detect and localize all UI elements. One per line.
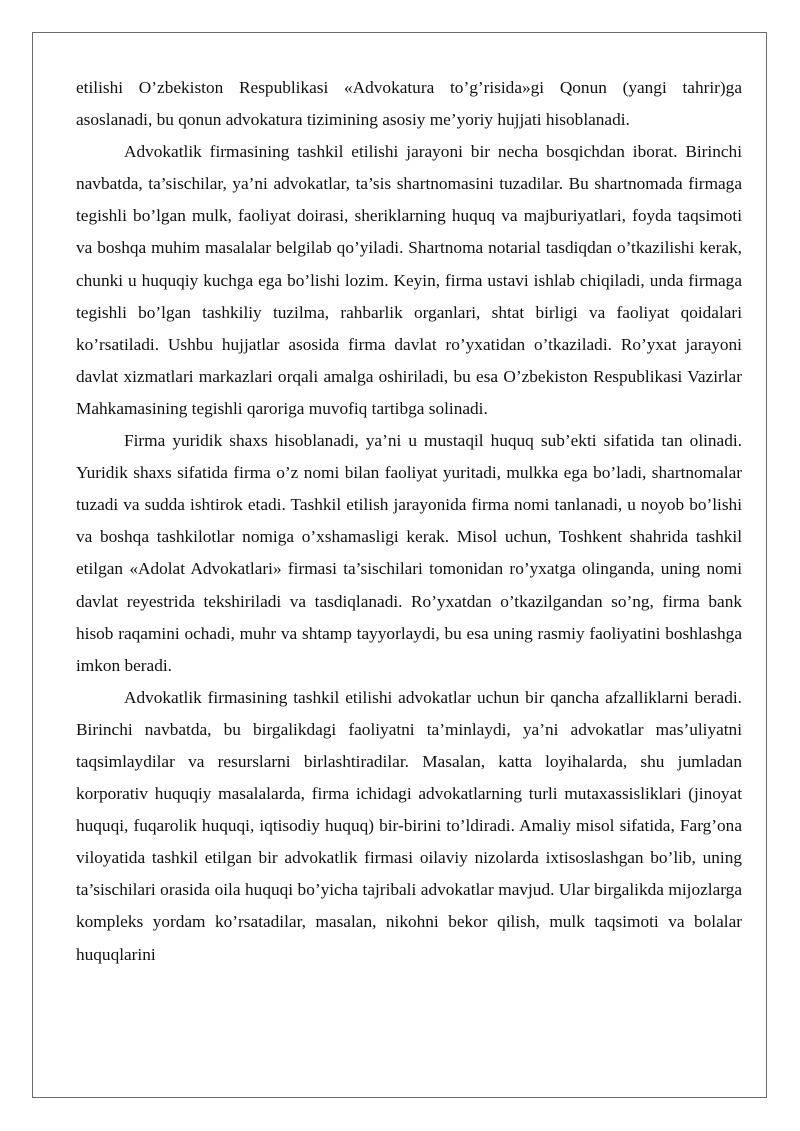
paragraph-establishment-process: Advokatlik firmasining tashkil etilishi jarayoni bir necha bosqichdan iborat. Birinchi navbatda, ta’sischilar, ya’ni advokatlar, ta’sis shartnomasini tuzadilar. Bu shartnomada firmaga tegishli bo’lgan mulk, faoliyat doirasi, sheriklarning huquq va majburiyatlari, foyda taqsimoti va boshqa muhim masalalar belgilab qo’yiladi. Shartnoma notarial tasdiqdan o’tkazilishi kerak, chunki u huquqiy kuchga ega bo’lishi lozim. Keyin, firma ustavi ishlab chiqiladi, unda firmaga tegishli bo’lgan tashkiliy tuzilma, rahbarlik organlari, shtat birligi va faoliyat qoidalari ko’rsatiladi. Ushbu hujjatlar asosida firma davlat ro’yxatidan o’tkaziladi. Ro’yxat jarayoni davlat xizmatlari markazlari orqali amalga oshiriladi, bu esa O’zbekiston Respublikasi Vazirlar Mahkamasining tegishli qaroriga muvofiq tartibga solinadi. [76,142,742,418]
document-body [76,72,742,971]
paragraph-continuation: etilishi O’zbekiston Respublikasi «Advokatura to’g’risida»gi Qonun (yangi tahrir)ga asoslanadi, bu qonun advokatura tizimining asosiy me’yoriy hujjati hisoblanadi. [76,78,742,130]
paragraph-advantages: Advokatlik firmasining tashkil etilishi advokatlar uchun bir qancha afzalliklarni beradi. Birinchi navbatda, bu birgalikdagi faoliyatni ta’minlaydi, ya’ni advokatlar mas’uliyatni taqsimlaydilar va resurslarni birlashtiradilar. Masalan, katta loyihalarda, shu jumladan korporativ huquqiy masalalarda, firma ichidagi advokatlarning turli mutaxassisliklari (jinoyat huquqi, fuqarolik huquqi, iqtisodiy huquq) bir-birini to’ldiradi. Amaliy misol sifatida, Farg’ona viloyatida tashkil etilgan bir advokatlik firmasi oilaviy nizolarda ixtisoslashgan bo’lib, uning ta’sischilari orasida oila huquqi bo’yicha tajribali advokatlar mavjud. Ular birgalikda mijozlarga kompleks yordam ko’rsatadilar, masalan, nikohni bekor qilish, mulk taqsimoti va bolalar huquqlarini [76,687,742,964]
paragraph-legal-entity: Firma yuridik shaxs hisoblanadi, ya’ni u mustaqil huquq sub’ekti sifatida tan olinadi. Yuridik shaxs sifatida firma o’z nomi bilan faoliyat yuritadi, mulkka ega bo’ladi, shartnomalar tuzadi va sudda ishtirok etadi. Tashkil etilish jarayonida firma nomi tanlanadi, u noyob bo’lishi va boshqa tashkilotlar nomiga o’xshamasligi kerak. Misol uchun, Toshkent shahrida tashkil etilgan «Adolat Advokatlari» firmasi ta’sischilari tomonidan ro’yxatga olinganda, uning nomi davlat reyestrida tekshiriladi va tasdiqlanadi. Ro’yxatdan o’tkazilgandan so’ng, firma bank hisob raqamini ochadi, muhr va shtamp tayyorlaydi, bu esa uning rasmiy faoliyatini boshlashga imkon beradi. [76,431,742,675]
